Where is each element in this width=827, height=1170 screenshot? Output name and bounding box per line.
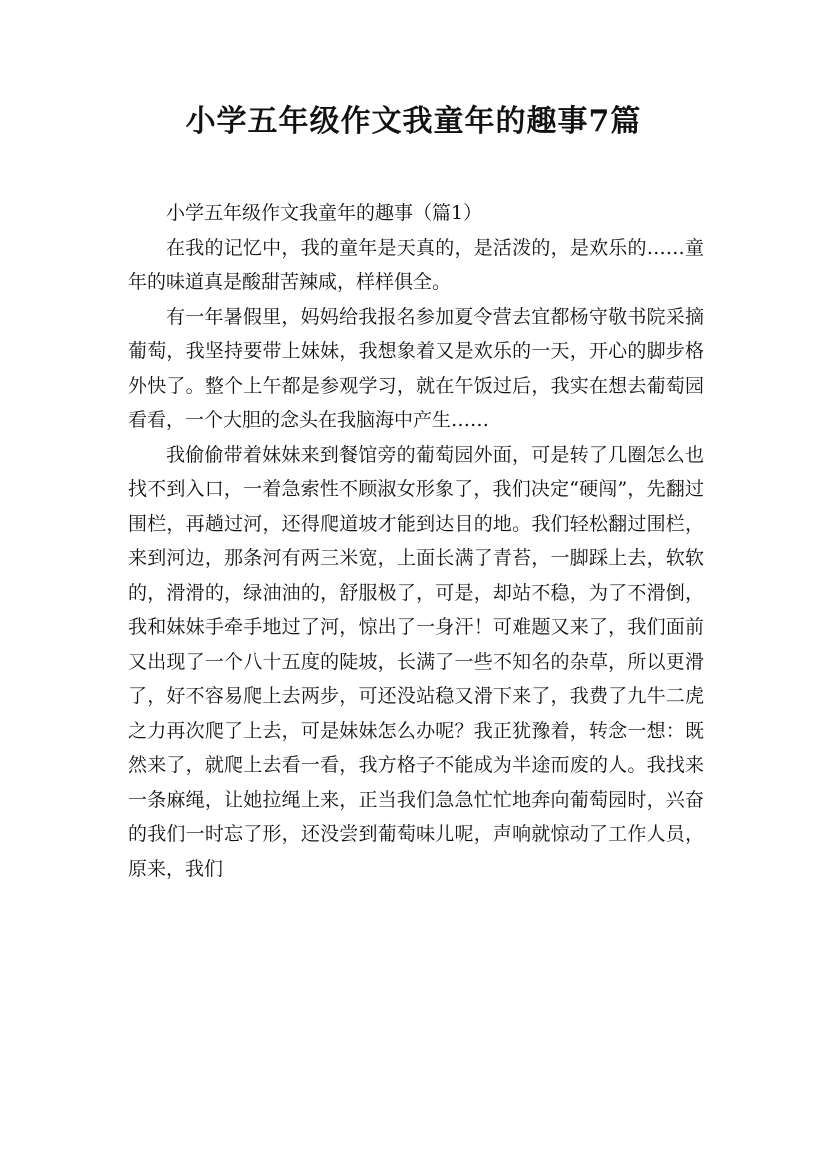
section-heading: 小学五年级作文我童年的趣事（篇1） <box>166 202 483 224</box>
document-title: 小学五年级作文我童年的趣事7篇 <box>185 104 642 139</box>
paragraph-summer: 有一年暑假里，妈妈给我报名参加夏令营去宜都杨守敬书院采摘葡萄，我坚持要带上妹妹，我想象着又是欢乐的一天，开心的脚步格外快了。整个上午都是参观学习，就在午饭过后，我实在想去葡萄园看看，一个大胆的念头在我脑海中产生…… <box>128 305 704 431</box>
document-body <box>128 196 704 886</box>
paragraph-vineyard: 我偷偷带着妹妹来到餐馆旁的葡萄园外面，可是转了几圈怎么也找不到入口，一着急索性不顾淑女形象了，我们决定“硬闯”，先翻过围栏，再趟过河，还得爬道坡才能到达目的地。我们轻松翻过围栏，来到河边，那条河有两三米宽，上面长满了青苔，一脚踩上去，软软的，滑滑的，绿油油的，舒服极了，可是，却站不稳，为了不滑倒，我和妹妹手牵手地过了河，惊出了一身汗！可难题又来了，我们面前又出现了一个八十五度的陡坡，长满了一些不知名的杂草，所以更滑了，好不容易爬上去两步，可还没站稳又滑下来了，我费了九牛二虎之力再次爬了上去，可是妹妹怎么办呢？我正犹豫着，转念一想：既然来了，就爬上去看一看，我方格子不能成为半途而废的人。我找来一条麻绳，让她拉绳上来，正当我们急急忙忙地奔向葡萄园时，兴奋的我们一时忘了形，还没尝到葡萄味儿呢，声响就惊动了工作人员，原来，我们 <box>128 443 704 880</box>
paragraph-intro: 在我的记忆中，我的童年是天真的，是活泼的，是欢乐的……童年的味道真是酸甜苦辣咸，样样俱全。 <box>128 236 704 293</box>
